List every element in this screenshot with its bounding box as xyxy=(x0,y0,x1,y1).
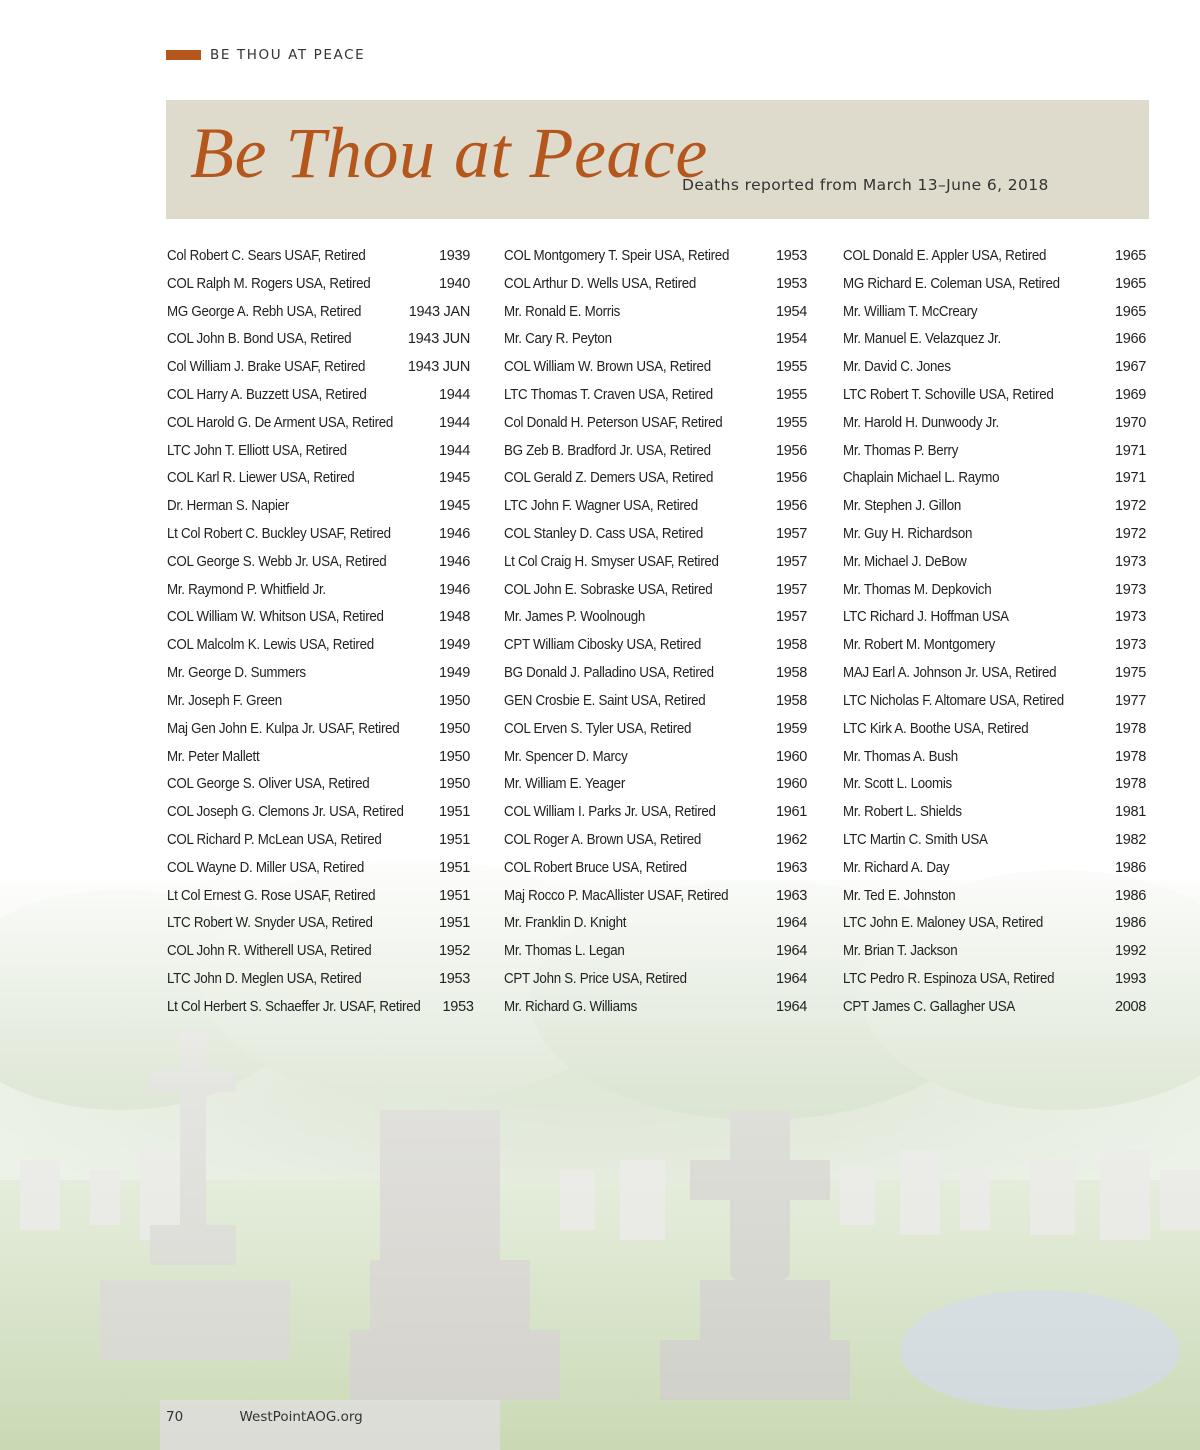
graduate-name: MG Richard E. Coleman USA, Retired xyxy=(843,275,1060,292)
deaths-column-1 xyxy=(167,242,474,1021)
class-year: 1950 xyxy=(438,720,470,737)
graduate-name: LTC Martin C. Smith USA xyxy=(843,831,988,848)
class-year: 1960 xyxy=(775,748,807,765)
class-year: 1967 xyxy=(1114,359,1146,376)
class-year: 1982 xyxy=(1114,831,1146,848)
list-item xyxy=(167,409,470,437)
list-item xyxy=(167,604,470,632)
list-item xyxy=(504,381,807,409)
list-item xyxy=(843,910,1146,938)
list-item xyxy=(504,687,807,715)
graduate-name: Mr. Robert L. Shields xyxy=(843,804,962,821)
class-year: 1977 xyxy=(1114,692,1146,709)
list-item xyxy=(167,381,470,409)
class-year: 1978 xyxy=(1114,748,1146,765)
list-item xyxy=(504,409,807,437)
graduate-name: Mr. Joseph F. Green xyxy=(167,692,282,709)
class-year: 1993 xyxy=(1114,971,1146,988)
graduate-name: CPT James C. Gallagher USA xyxy=(843,998,1015,1015)
graduate-name: COL Gerald Z. Demers USA, Retired xyxy=(504,470,714,487)
graduate-name: Mr. Raymond P. Whitfield Jr. xyxy=(167,581,326,598)
list-item xyxy=(843,576,1146,604)
list-item xyxy=(843,437,1146,465)
list-item xyxy=(504,298,807,326)
graduate-name: LTC Pedro R. Espinoza USA, Retired xyxy=(843,971,1055,988)
list-item xyxy=(167,854,470,882)
list-item xyxy=(504,437,807,465)
page-title: Be Thou at Peace xyxy=(190,113,708,193)
list-item xyxy=(167,576,470,604)
graduate-name: Col William J. Brake USAF, Retired xyxy=(167,359,366,376)
list-item xyxy=(843,298,1146,326)
graduate-name: COL Richard P. McLean USA, Retired xyxy=(167,831,382,848)
graduate-name: Mr. Thomas M. Depkovich xyxy=(843,581,992,598)
list-item xyxy=(167,965,470,993)
class-year: 1969 xyxy=(1114,386,1146,403)
graduate-name: Mr. Robert M. Montgomery xyxy=(843,637,996,654)
class-year: 1957 xyxy=(775,581,807,598)
list-item xyxy=(167,520,470,548)
graduate-name: Mr. Harold H. Dunwoody Jr. xyxy=(843,414,999,431)
list-item xyxy=(504,854,807,882)
class-year: 1951 xyxy=(438,831,470,848)
class-year: 1992 xyxy=(1114,943,1146,960)
graduate-name: CPT John S. Price USA, Retired xyxy=(504,971,687,988)
graduate-name: Col Donald H. Peterson USAF, Retired xyxy=(504,414,723,431)
graduate-name: LTC John T. Elliott USA, Retired xyxy=(167,442,347,459)
class-year: 1964 xyxy=(775,998,807,1015)
list-item xyxy=(843,325,1146,353)
graduate-name: Mr. Ronald E. Morris xyxy=(504,303,621,320)
graduate-name: COL John B. Bond USA, Retired xyxy=(167,331,352,348)
graduate-name: COL Roger A. Brown USA, Retired xyxy=(504,831,702,848)
class-year: 1986 xyxy=(1114,859,1146,876)
list-item xyxy=(504,770,807,798)
graduate-name: COL Erven S. Tyler USA, Retired xyxy=(504,720,692,737)
class-year: 1951 xyxy=(438,915,470,932)
list-item xyxy=(167,882,470,910)
list-item xyxy=(167,826,470,854)
class-year: 1978 xyxy=(1114,720,1146,737)
list-item xyxy=(504,882,807,910)
class-year: 1953 xyxy=(775,275,807,292)
class-year: 1944 xyxy=(438,414,470,431)
class-year: 1958 xyxy=(775,637,807,654)
list-item xyxy=(167,437,470,465)
graduate-name: Mr. David C. Jones xyxy=(843,359,951,376)
graduate-name: COL John E. Sobraske USA, Retired xyxy=(504,581,713,598)
footer-site-link[interactable]: WestPointAOG.org xyxy=(239,1409,363,1425)
list-item xyxy=(167,993,474,1021)
graduate-name: Lt Col Robert C. Buckley USAF, Retired xyxy=(167,526,391,543)
class-year: 1965 xyxy=(1114,247,1146,264)
graduate-name: COL William W. Brown USA, Retired xyxy=(504,359,711,376)
class-year: 1958 xyxy=(775,692,807,709)
graduate-name: Maj Gen John E. Kulpa Jr. USAF, Retired xyxy=(167,720,400,737)
class-year: 1957 xyxy=(775,526,807,543)
graduate-name: Mr. William E. Yeager xyxy=(504,776,625,793)
graduate-name: CPT William Cibosky USA, Retired xyxy=(504,637,701,654)
list-item xyxy=(843,743,1146,771)
graduate-name: Mr. Michael J. DeBow xyxy=(843,553,967,570)
graduate-name: Col Robert C. Sears USAF, Retired xyxy=(167,247,366,264)
graduate-name: Mr. Scott L. Loomis xyxy=(843,776,952,793)
list-item xyxy=(504,715,807,743)
section-tag-label: BE THOU AT PEACE xyxy=(210,47,366,63)
graduate-name: Mr. Spencer D. Marcy xyxy=(504,748,628,765)
graduate-name: COL Ralph M. Rogers USA, Retired xyxy=(167,275,371,292)
list-item xyxy=(167,798,470,826)
graduate-name: LTC Richard J. Hoffman USA xyxy=(843,609,1009,626)
page-subtitle: Deaths reported from March 13–June 6, 2018 xyxy=(682,176,1049,194)
list-item xyxy=(843,659,1146,687)
list-item xyxy=(504,465,807,493)
class-year: 1956 xyxy=(775,470,807,487)
list-item xyxy=(167,715,470,743)
list-item xyxy=(843,798,1146,826)
list-item xyxy=(843,492,1146,520)
class-year: 1952 xyxy=(438,943,470,960)
class-year: 1963 xyxy=(775,859,807,876)
graduate-name: COL William W. Whitson USA, Retired xyxy=(167,609,384,626)
graduate-name: Dr. Herman S. Napier xyxy=(167,498,290,515)
class-year: 1966 xyxy=(1114,331,1146,348)
class-year: 1971 xyxy=(1114,470,1146,487)
class-year: 1949 xyxy=(438,665,470,682)
list-item xyxy=(167,242,470,270)
class-year: 1950 xyxy=(438,776,470,793)
class-year: 1950 xyxy=(438,748,470,765)
list-item xyxy=(504,993,807,1021)
class-year: 1970 xyxy=(1114,414,1146,431)
list-item xyxy=(167,465,470,493)
list-item xyxy=(167,687,470,715)
list-item xyxy=(843,353,1146,381)
list-item xyxy=(504,631,807,659)
list-item xyxy=(504,492,807,520)
class-year: 1972 xyxy=(1114,498,1146,515)
section-tag-bar xyxy=(166,50,201,60)
class-year: 1986 xyxy=(1114,887,1146,904)
graduate-name: COL Karl R. Liewer USA, Retired xyxy=(167,470,355,487)
class-year: 1953 xyxy=(442,998,474,1015)
list-item xyxy=(167,770,470,798)
list-item xyxy=(843,770,1146,798)
title-banner xyxy=(166,100,1149,219)
list-item xyxy=(843,882,1146,910)
list-item xyxy=(167,548,470,576)
graduate-name: COL Wayne D. Miller USA, Retired xyxy=(167,859,365,876)
list-item xyxy=(843,715,1146,743)
list-item xyxy=(167,353,470,381)
graduate-name: COL Donald E. Appler USA, Retired xyxy=(843,247,1047,264)
list-item xyxy=(167,631,470,659)
class-year: 1959 xyxy=(775,720,807,737)
class-year: 1964 xyxy=(775,971,807,988)
class-year: 1939 xyxy=(438,247,470,264)
class-year: 1981 xyxy=(1114,804,1146,821)
graduate-name: Mr. Cary R. Peyton xyxy=(504,331,612,348)
graduate-name: LTC Robert W. Snyder USA, Retired xyxy=(167,915,373,932)
class-year: 1963 xyxy=(775,887,807,904)
graduate-name: COL Stanley D. Cass USA, Retired xyxy=(504,526,704,543)
graduate-name: Mr. Thomas P. Berry xyxy=(843,442,959,459)
list-item xyxy=(504,520,807,548)
class-year: 1951 xyxy=(438,887,470,904)
graduate-name: COL Montgomery T. Speir USA, Retired xyxy=(504,247,730,264)
class-year: 1954 xyxy=(775,331,807,348)
graduate-name: LTC Nicholas F. Altomare USA, Retired xyxy=(843,692,1064,709)
graduate-name: COL Harold G. De Arment USA, Retired xyxy=(167,414,394,431)
class-year: 1946 xyxy=(438,526,470,543)
list-item xyxy=(504,576,807,604)
list-item xyxy=(504,242,807,270)
list-item xyxy=(504,965,807,993)
class-year: 1961 xyxy=(775,804,807,821)
class-year: 1943 JUN xyxy=(407,359,470,376)
graduate-name: Mr. James P. Woolnough xyxy=(504,609,646,626)
graduate-name: Mr. George D. Summers xyxy=(167,665,306,682)
list-item xyxy=(843,242,1146,270)
graduate-name: Mr. Brian T. Jackson xyxy=(843,943,958,960)
graduate-name: COL John R. Witherell USA, Retired xyxy=(167,943,372,960)
class-year: 2008 xyxy=(1114,998,1146,1015)
graduate-name: Mr. Richard G. Williams xyxy=(504,998,637,1015)
graduate-name: Mr. Guy H. Richardson xyxy=(843,526,973,543)
list-item xyxy=(843,687,1146,715)
graduate-name: LTC John E. Maloney USA, Retired xyxy=(843,915,1044,932)
graduate-name: LTC Kirk A. Boothe USA, Retired xyxy=(843,720,1029,737)
deaths-column-3 xyxy=(843,242,1146,1021)
graduate-name: Maj Rocco P. MacAllister USAF, Retired xyxy=(504,887,729,904)
graduate-name: Mr. Stephen J. Gillon xyxy=(843,498,962,515)
class-year: 1965 xyxy=(1114,303,1146,320)
graduate-name: Mr. Ted E. Johnston xyxy=(843,887,956,904)
graduate-name: Mr. Thomas L. Legan xyxy=(504,943,625,960)
class-year: 1964 xyxy=(775,915,807,932)
class-year: 1975 xyxy=(1114,665,1146,682)
class-year: 1973 xyxy=(1114,609,1146,626)
deaths-column-2 xyxy=(504,242,807,1021)
class-year: 1957 xyxy=(775,553,807,570)
class-year: 1954 xyxy=(775,303,807,320)
class-year: 1956 xyxy=(775,498,807,515)
class-year: 1965 xyxy=(1114,275,1146,292)
class-year: 1953 xyxy=(438,971,470,988)
graduate-name: LTC Robert T. Schoville USA, Retired xyxy=(843,386,1054,403)
graduate-name: Mr. Richard A. Day xyxy=(843,859,950,876)
class-year: 1958 xyxy=(775,665,807,682)
list-item xyxy=(843,631,1146,659)
graduate-name: COL William I. Parks Jr. USA, Retired xyxy=(504,804,716,821)
class-year: 1949 xyxy=(438,637,470,654)
section-tag xyxy=(166,47,365,63)
list-item xyxy=(843,409,1146,437)
class-year: 1972 xyxy=(1114,526,1146,543)
class-year: 1955 xyxy=(775,386,807,403)
list-item xyxy=(504,353,807,381)
graduate-name: COL Arthur D. Wells USA, Retired xyxy=(504,275,697,292)
list-item xyxy=(504,270,807,298)
class-year: 1945 xyxy=(438,470,470,487)
page-number: 70 xyxy=(166,1409,184,1425)
class-year: 1960 xyxy=(775,776,807,793)
list-item xyxy=(843,965,1146,993)
class-year: 1943 JAN xyxy=(408,303,470,320)
list-item xyxy=(167,937,470,965)
list-item xyxy=(843,854,1146,882)
graduate-name: MG George A. Rebh USA, Retired xyxy=(167,303,362,320)
graduate-name: LTC Thomas T. Craven USA, Retired xyxy=(504,386,713,403)
graduate-name: Mr. Manuel E. Velazquez Jr. xyxy=(843,331,1001,348)
graduate-name: Mr. William T. McCreary xyxy=(843,303,978,320)
graduate-name: BG Zeb B. Bradford Jr. USA, Retired xyxy=(504,442,711,459)
graduate-name: Mr. Peter Mallett xyxy=(167,748,260,765)
graduate-name: Lt Col Ernest G. Rose USAF, Retired xyxy=(167,887,376,904)
list-item xyxy=(504,548,807,576)
graduate-name: COL Joseph G. Clemons Jr. USA, Retired xyxy=(167,804,404,821)
graduate-name: COL Harry A. Buzzett USA, Retired xyxy=(167,386,367,403)
list-item xyxy=(167,298,470,326)
class-year: 1946 xyxy=(438,553,470,570)
graduate-name: MAJ Earl A. Johnson Jr. USA, Retired xyxy=(843,665,1057,682)
class-year: 1978 xyxy=(1114,776,1146,793)
graduate-name: LTC John F. Wagner USA, Retired xyxy=(504,498,698,515)
class-year: 1945 xyxy=(438,498,470,515)
class-year: 1951 xyxy=(438,804,470,821)
class-year: 1986 xyxy=(1114,915,1146,932)
graduate-name: Mr. Franklin D. Knight xyxy=(504,915,627,932)
list-item xyxy=(167,743,470,771)
graduate-name: Mr. Thomas A. Bush xyxy=(843,748,958,765)
list-item xyxy=(167,325,470,353)
list-item xyxy=(843,270,1146,298)
class-year: 1973 xyxy=(1114,637,1146,654)
class-year: 1953 xyxy=(775,247,807,264)
list-item xyxy=(167,659,470,687)
class-year: 1973 xyxy=(1114,581,1146,598)
class-year: 1951 xyxy=(438,859,470,876)
graduate-name: COL George S. Oliver USA, Retired xyxy=(167,776,370,793)
list-item xyxy=(504,798,807,826)
class-year: 1964 xyxy=(775,943,807,960)
class-year: 1944 xyxy=(438,386,470,403)
class-year: 1956 xyxy=(775,442,807,459)
list-item xyxy=(167,270,470,298)
list-item xyxy=(843,381,1146,409)
graduate-name: COL Malcolm K. Lewis USA, Retired xyxy=(167,637,374,654)
list-item xyxy=(843,548,1146,576)
class-year: 1973 xyxy=(1114,553,1146,570)
class-year: 1955 xyxy=(775,359,807,376)
list-item xyxy=(167,910,470,938)
class-year: 1944 xyxy=(438,442,470,459)
list-item xyxy=(504,937,807,965)
list-item xyxy=(504,325,807,353)
graduate-name: LTC John D. Meglen USA, Retired xyxy=(167,971,362,988)
list-item xyxy=(843,604,1146,632)
class-year: 1946 xyxy=(438,581,470,598)
class-year: 1962 xyxy=(775,831,807,848)
class-year: 1955 xyxy=(775,414,807,431)
list-item xyxy=(504,826,807,854)
graduate-name: Lt Col Herbert S. Schaeffer Jr. USAF, Retired xyxy=(167,998,421,1015)
page-footer xyxy=(166,1409,363,1425)
list-item xyxy=(504,743,807,771)
class-year: 1943 JUN xyxy=(407,331,470,348)
list-item xyxy=(843,937,1146,965)
list-item xyxy=(843,993,1146,1021)
graduate-name: BG Donald J. Palladino USA, Retired xyxy=(504,665,714,682)
graduate-name: GEN Crosbie E. Saint USA, Retired xyxy=(504,692,706,709)
list-item xyxy=(167,492,470,520)
class-year: 1950 xyxy=(438,692,470,709)
list-item xyxy=(504,910,807,938)
list-item xyxy=(843,520,1146,548)
graduate-name: Lt Col Craig H. Smyser USAF, Retired xyxy=(504,553,719,570)
list-item xyxy=(504,659,807,687)
class-year: 1957 xyxy=(775,609,807,626)
class-year: 1971 xyxy=(1114,442,1146,459)
graduate-name: Chaplain Michael L. Raymo xyxy=(843,470,1000,487)
class-year: 1948 xyxy=(438,609,470,626)
list-item xyxy=(843,465,1146,493)
graduate-name: COL George S. Webb Jr. USA, Retired xyxy=(167,553,387,570)
list-item xyxy=(504,604,807,632)
list-item xyxy=(843,826,1146,854)
graduate-name: COL Robert Bruce USA, Retired xyxy=(504,859,687,876)
class-year: 1940 xyxy=(438,275,470,292)
